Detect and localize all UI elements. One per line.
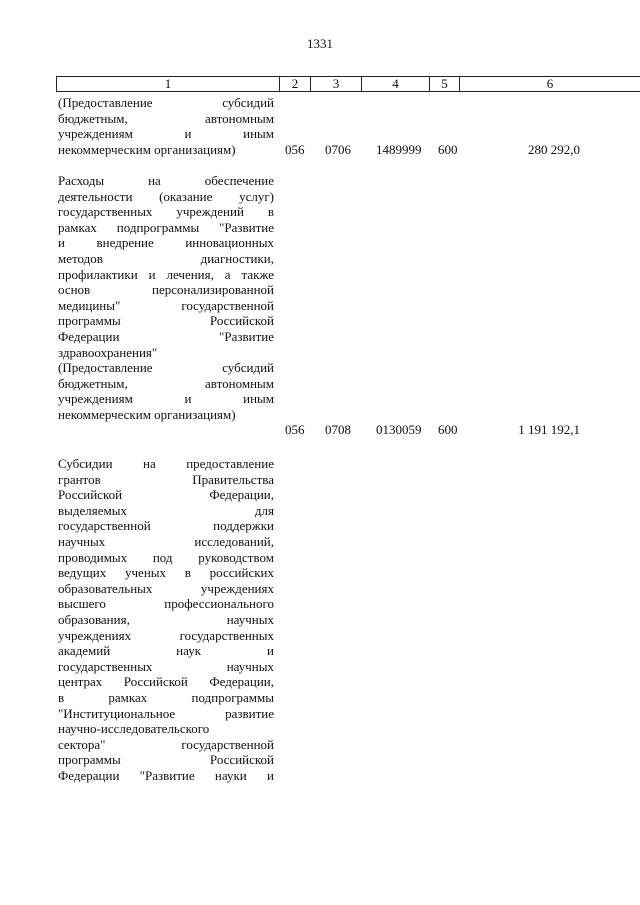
admin-code: 056 [285, 422, 305, 437]
description-line: Федерации "Развитие [58, 328, 274, 344]
description-line: профилактики и лечения, а также [58, 266, 274, 282]
description-line: академий наук и [58, 643, 274, 659]
description-line: ведущих ученых в российских [58, 565, 274, 581]
description-line: сектора" государственной [58, 736, 274, 752]
description-line: высшего профессионального [58, 596, 274, 612]
description-line: Расходы на обеспечение [58, 173, 274, 188]
row-description [58, 456, 274, 783]
description-line: государственных научных [58, 658, 274, 674]
description-line: учреждениям и иным [58, 126, 274, 142]
expense-type-code: 600 [438, 422, 458, 437]
column-header-1: 1 [57, 77, 280, 91]
description-line: государственных учреждений в [58, 204, 274, 220]
table-header [56, 76, 640, 92]
column-header-5: 5 [430, 77, 460, 91]
description-line: "Институциональное развитие [58, 705, 274, 721]
admin-code: 056 [285, 142, 305, 157]
description-line: здравоохранения" [58, 344, 158, 360]
column-header-3: 3 [311, 77, 362, 91]
expense-type-code: 600 [438, 142, 458, 157]
description-line: медицины" государственной [58, 297, 274, 313]
amount: 280 292,0 [528, 142, 580, 157]
description-line: (Предоставление субсидий [58, 95, 274, 110]
description-line: выделяемых для [58, 502, 274, 518]
description-line: бюджетным, автономным [58, 110, 274, 126]
description-line: в рамках подпрограммы [58, 689, 274, 705]
column-header-2: 2 [280, 77, 311, 91]
row-description [58, 95, 274, 157]
section-code: 0706 [325, 142, 351, 157]
column-header-4: 4 [362, 77, 430, 91]
description-line: учреждениях государственных [58, 627, 274, 643]
description-line: рамках подпрограммы "Развитие [58, 219, 274, 235]
column-header-6: 6 [546, 76, 554, 91]
description-line: программы Российской [58, 752, 274, 768]
target-code: 0130059 [376, 422, 422, 437]
description-line: некоммерческим организациям) [58, 406, 236, 422]
description-line: программы Российской [58, 313, 274, 329]
description-line: учреждениям и иным [58, 391, 274, 407]
description-line: Российской Федерации, [58, 487, 274, 503]
page-number: 1331 [307, 36, 333, 51]
row-description [58, 173, 274, 423]
target-code: 1489999 [376, 142, 422, 157]
section-code: 0708 [325, 422, 351, 437]
description-line: грантов Правительства [58, 471, 274, 487]
description-line: основ персонализированной [58, 282, 274, 298]
description-line: Субсидии на предоставление [58, 456, 274, 471]
description-line: образовательных учреждениях [58, 580, 274, 596]
description-line: бюджетным, автономным [58, 375, 274, 391]
description-line: методов диагностики, [58, 250, 274, 266]
description-line: и внедрение инновационных [58, 235, 274, 251]
description-line: проводимых под руководством [58, 549, 274, 565]
description-line: некоммерческим организациям) [58, 141, 236, 157]
description-line: центрах Российской Федерации, [58, 674, 274, 690]
description-line: государственной поддержки [58, 518, 274, 534]
description-line: (Предоставление субсидий [58, 360, 274, 376]
description-line: образования, научных [58, 611, 274, 627]
description-line: научных исследований, [58, 533, 274, 549]
description-line: научно-исследовательского [58, 721, 210, 737]
amount: 1 191 192,1 [518, 422, 580, 437]
description-line: деятельности (оказание услуг) [58, 188, 274, 204]
description-line: Федерации "Развитие науки и [58, 767, 274, 783]
